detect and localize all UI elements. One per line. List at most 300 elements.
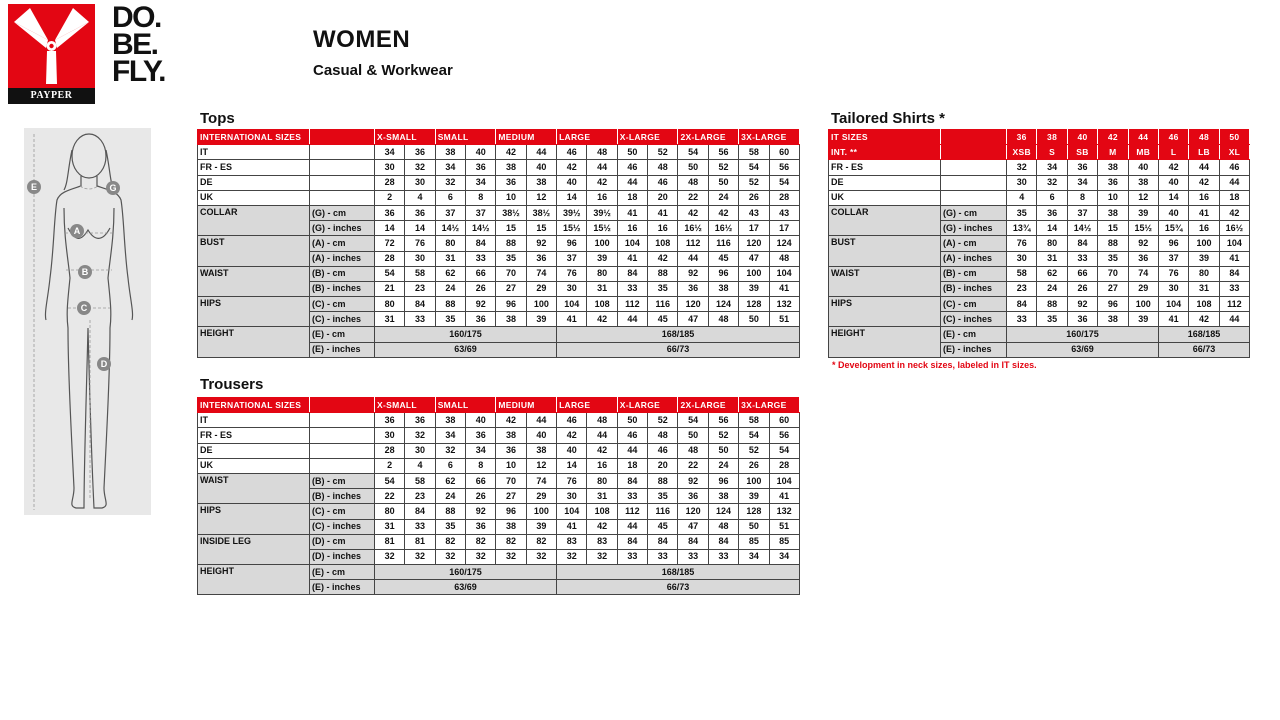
value-cell: 23 <box>405 281 435 296</box>
value-cell: 42 <box>1219 205 1249 220</box>
value-cell: 41 <box>557 519 587 534</box>
value-cell: 36 <box>496 443 526 458</box>
value-cell: 6 <box>435 190 465 205</box>
slogan-line: DO. <box>112 1 161 34</box>
value-cell: 33 <box>617 549 647 564</box>
unit-label: (E) - inches <box>941 342 1007 357</box>
value-cell: 80 <box>435 236 465 251</box>
value-cell: 18 <box>617 190 647 205</box>
value-cell: 39½ <box>557 205 587 220</box>
value-cell: 42 <box>1189 175 1219 190</box>
value-cell: 58 <box>1007 266 1037 281</box>
size-header: MEDIUM <box>496 130 557 145</box>
value-cell: 39½ <box>587 205 617 220</box>
value-cell: 56 <box>769 428 799 443</box>
value-cell: 37 <box>435 205 465 220</box>
value-cell: 39 <box>739 281 769 296</box>
value-cell: 39 <box>526 519 556 534</box>
value-cell: 38 <box>435 145 465 160</box>
value-cell: 24 <box>1037 281 1067 296</box>
value-cell: 34 <box>739 549 769 564</box>
unit-label: (G) - inches <box>310 221 375 236</box>
value-cell: 84 <box>708 534 738 549</box>
size-header: 42 <box>1098 130 1128 145</box>
value-cell: 48 <box>708 312 738 327</box>
unit-label: (B) - cm <box>941 266 1007 281</box>
value-cell: 33 <box>405 312 435 327</box>
value-cell: 44 <box>526 145 556 160</box>
empty-cell <box>310 458 375 473</box>
value-cell: 50 <box>739 519 769 534</box>
value-cell: 62 <box>435 266 465 281</box>
value-cell: 30 <box>375 428 405 443</box>
value-cell: 14 <box>1037 221 1067 236</box>
value-cell: 39 <box>1128 312 1158 327</box>
value-cell: 50 <box>708 443 738 458</box>
value-cell: 84 <box>648 534 678 549</box>
value-cell: 46 <box>648 175 678 190</box>
value-cell: 41 <box>769 489 799 504</box>
value-cell: 37 <box>466 205 496 220</box>
value-cell: 41 <box>617 251 647 266</box>
size-header: 40 <box>1067 130 1097 145</box>
size-header: 46 <box>1158 130 1188 145</box>
value-cell: 82 <box>466 534 496 549</box>
value-cell: 36 <box>466 519 496 534</box>
measure-label: INSIDE LEG <box>198 534 310 564</box>
header-label: IT SIZES <box>829 130 941 145</box>
size-header: 2X-LARGE <box>678 398 739 413</box>
unit-label: (B) - cm <box>310 473 375 488</box>
value-cell: 112 <box>617 297 647 312</box>
value-cell: 160/175 <box>375 565 557 580</box>
size-header: LB <box>1189 145 1219 160</box>
value-cell: 80 <box>587 266 617 281</box>
size-header: X-LARGE <box>617 398 678 413</box>
value-cell: 168/185 <box>1158 327 1249 342</box>
value-cell: 44 <box>526 413 556 428</box>
value-cell: 128 <box>739 297 769 312</box>
table-row <box>198 327 800 342</box>
table-row <box>198 236 800 251</box>
value-cell: 88 <box>648 266 678 281</box>
value-cell: 52 <box>648 413 678 428</box>
value-cell: 32 <box>375 549 405 564</box>
value-cell: 48 <box>769 251 799 266</box>
value-cell: 35 <box>1007 205 1037 220</box>
value-cell: 50 <box>678 160 708 175</box>
value-cell: 66 <box>466 473 496 488</box>
size-header: 38 <box>1037 130 1067 145</box>
value-cell: 40 <box>466 145 496 160</box>
value-cell: 66/73 <box>557 342 800 357</box>
value-cell: 88 <box>1037 297 1067 312</box>
value-cell: 84 <box>405 504 435 519</box>
value-cell: 63/69 <box>1007 342 1159 357</box>
value-cell: 31 <box>375 519 405 534</box>
value-cell: 10 <box>1098 190 1128 205</box>
value-cell: 46 <box>617 160 647 175</box>
value-cell: 104 <box>557 297 587 312</box>
value-cell: 2 <box>375 458 405 473</box>
unit-label: (C) - cm <box>941 297 1007 312</box>
value-cell: 23 <box>405 489 435 504</box>
shirts-size-table <box>828 129 1250 358</box>
value-cell: 6 <box>1037 190 1067 205</box>
value-cell: 26 <box>466 489 496 504</box>
value-cell: 33 <box>1007 312 1037 327</box>
value-cell: 30 <box>405 175 435 190</box>
value-cell: 100 <box>739 473 769 488</box>
table-row <box>198 413 800 428</box>
value-cell: 108 <box>648 236 678 251</box>
value-cell: 104 <box>769 473 799 488</box>
page-title: WOMEN <box>313 26 411 53</box>
size-header: XL <box>1219 145 1249 160</box>
unit-label: (A) - inches <box>941 251 1007 266</box>
unit-label: (E) - cm <box>310 327 375 342</box>
measure-label: WAIST <box>198 473 310 503</box>
value-cell: 30 <box>557 489 587 504</box>
value-cell: 56 <box>769 160 799 175</box>
value-cell: 32 <box>496 549 526 564</box>
value-cell: 42 <box>587 519 617 534</box>
value-cell: 18 <box>1219 190 1249 205</box>
value-cell: 54 <box>678 413 708 428</box>
measure-label: HEIGHT <box>198 327 310 357</box>
tops-title: Tops <box>200 110 235 127</box>
value-cell: 33 <box>648 549 678 564</box>
value-cell: 51 <box>769 519 799 534</box>
value-cell: 132 <box>769 504 799 519</box>
value-cell: 58 <box>405 473 435 488</box>
marker-e-label: E <box>30 182 38 192</box>
value-cell: 38½ <box>526 205 556 220</box>
value-cell: 36 <box>375 205 405 220</box>
empty-cell <box>941 175 1007 190</box>
value-cell: 38 <box>496 312 526 327</box>
row-label: UK <box>829 190 941 205</box>
table-row <box>198 458 800 473</box>
value-cell: 74 <box>1128 266 1158 281</box>
value-cell: 54 <box>739 428 769 443</box>
value-cell: 29 <box>1128 281 1158 296</box>
value-cell: 32 <box>557 549 587 564</box>
table-row <box>829 236 1250 251</box>
value-cell: 34 <box>375 145 405 160</box>
unit-label: (D) - cm <box>310 534 375 549</box>
value-cell: 52 <box>708 160 738 175</box>
value-cell: 33 <box>708 549 738 564</box>
value-cell: 36 <box>375 413 405 428</box>
value-cell: 32 <box>435 549 465 564</box>
value-cell: 38 <box>526 443 556 458</box>
value-cell: 120 <box>678 504 708 519</box>
trousers-size-table <box>197 397 800 595</box>
value-cell: 20 <box>648 458 678 473</box>
value-cell: 45 <box>648 519 678 534</box>
value-cell: 44 <box>617 519 647 534</box>
size-header: MB <box>1128 145 1158 160</box>
value-cell: 34 <box>466 443 496 458</box>
unit-label: (C) - inches <box>310 312 375 327</box>
value-cell: 15 <box>1098 221 1128 236</box>
value-cell: 14 <box>375 221 405 236</box>
header-cell <box>310 130 375 145</box>
value-cell: 66/73 <box>1158 342 1249 357</box>
value-cell: 26 <box>1067 281 1097 296</box>
value-cell: 4 <box>405 190 435 205</box>
table-row <box>198 160 800 175</box>
value-cell: 41 <box>648 205 678 220</box>
value-cell: 33 <box>1219 281 1249 296</box>
value-cell: 76 <box>405 236 435 251</box>
value-cell: 16 <box>648 221 678 236</box>
unit-label: (G) - cm <box>310 205 375 220</box>
value-cell: 54 <box>375 266 405 281</box>
value-cell: 74 <box>526 473 556 488</box>
value-cell: 12 <box>1128 190 1158 205</box>
value-cell: 100 <box>526 297 556 312</box>
table-row <box>198 534 800 549</box>
value-cell: 28 <box>375 251 405 266</box>
value-cell: 92 <box>466 504 496 519</box>
value-cell: 30 <box>1007 251 1037 266</box>
value-cell: 112 <box>1219 297 1249 312</box>
value-cell: 104 <box>617 236 647 251</box>
value-cell: 10 <box>496 458 526 473</box>
value-cell: 70 <box>496 473 526 488</box>
value-cell: 160/175 <box>1007 327 1159 342</box>
value-cell: 44 <box>617 312 647 327</box>
value-cell: 14 <box>557 190 587 205</box>
unit-label: (B) - inches <box>941 281 1007 296</box>
value-cell: 28 <box>375 175 405 190</box>
value-cell: 18 <box>617 458 647 473</box>
unit-label: (A) - inches <box>310 251 375 266</box>
value-cell: 40 <box>466 413 496 428</box>
size-header: XSB <box>1007 145 1037 160</box>
value-cell: 54 <box>769 443 799 458</box>
value-cell: 88 <box>496 236 526 251</box>
value-cell: 42 <box>678 205 708 220</box>
unit-label: (G) - inches <box>941 221 1007 236</box>
value-cell: 30 <box>557 281 587 296</box>
value-cell: 50 <box>739 312 769 327</box>
value-cell: 39 <box>587 251 617 266</box>
value-cell: 54 <box>769 175 799 190</box>
value-cell: 60 <box>769 413 799 428</box>
size-header: M <box>1098 145 1128 160</box>
size-header: 50 <box>1219 130 1249 145</box>
value-cell: 41 <box>557 312 587 327</box>
value-cell: 62 <box>435 473 465 488</box>
value-cell: 42 <box>496 145 526 160</box>
value-cell: 74 <box>526 266 556 281</box>
value-cell: 31 <box>587 489 617 504</box>
value-cell: 30 <box>375 160 405 175</box>
value-cell: 96 <box>496 297 526 312</box>
unit-label: (G) - cm <box>941 205 1007 220</box>
value-cell: 96 <box>708 266 738 281</box>
empty-cell <box>310 160 375 175</box>
value-cell: 40 <box>1158 175 1188 190</box>
value-cell: 32 <box>435 443 465 458</box>
value-cell: 35 <box>1037 312 1067 327</box>
value-cell: 48 <box>587 145 617 160</box>
value-cell: 38 <box>1128 175 1158 190</box>
value-cell: 66 <box>466 266 496 281</box>
value-cell: 96 <box>1158 236 1188 251</box>
value-cell: 72 <box>375 236 405 251</box>
value-cell: 36 <box>1037 205 1067 220</box>
value-cell: 47 <box>678 519 708 534</box>
value-cell: 16½ <box>708 221 738 236</box>
value-cell: 52 <box>648 145 678 160</box>
value-cell: 17 <box>739 221 769 236</box>
value-cell: 108 <box>587 504 617 519</box>
value-cell: 39 <box>526 312 556 327</box>
value-cell: 108 <box>1189 297 1219 312</box>
value-cell: 92 <box>526 236 556 251</box>
measure-label: HIPS <box>198 504 310 534</box>
size-header: SMALL <box>435 398 496 413</box>
value-cell: 36 <box>496 175 526 190</box>
value-cell: 41 <box>617 205 647 220</box>
row-label: IT <box>198 145 310 160</box>
value-cell: 44 <box>587 428 617 443</box>
value-cell: 31 <box>1037 251 1067 266</box>
value-cell: 35 <box>496 251 526 266</box>
table-row <box>198 205 800 220</box>
empty-cell <box>941 160 1007 175</box>
value-cell: 33 <box>405 519 435 534</box>
table-row <box>198 443 800 458</box>
value-cell: 4 <box>405 458 435 473</box>
value-cell: 104 <box>557 504 587 519</box>
measure-label: HIPS <box>198 297 310 327</box>
value-cell: 36 <box>466 428 496 443</box>
value-cell: 36 <box>466 312 496 327</box>
table-header-row <box>198 130 800 145</box>
value-cell: 44 <box>617 175 647 190</box>
empty-cell <box>310 428 375 443</box>
value-cell: 37 <box>557 251 587 266</box>
unit-label: (A) - cm <box>941 236 1007 251</box>
value-cell: 48 <box>648 428 678 443</box>
value-cell: 83 <box>587 534 617 549</box>
value-cell: 100 <box>587 236 617 251</box>
value-cell: 32 <box>405 549 435 564</box>
value-cell: 22 <box>678 190 708 205</box>
value-cell: 50 <box>678 428 708 443</box>
row-label: FR - ES <box>198 428 310 443</box>
value-cell: 32 <box>405 160 435 175</box>
row-label: UK <box>198 458 310 473</box>
table-row <box>198 297 800 312</box>
row-label: IT <box>198 413 310 428</box>
value-cell: 40 <box>526 428 556 443</box>
table-row <box>198 504 800 519</box>
value-cell: 88 <box>648 473 678 488</box>
size-header: 3X-LARGE <box>739 130 800 145</box>
marker-b-label: B <box>81 267 89 277</box>
header-cell <box>310 398 375 413</box>
value-cell: 36 <box>405 413 435 428</box>
value-cell: 38 <box>1098 160 1128 175</box>
value-cell: 80 <box>1037 236 1067 251</box>
size-header: MEDIUM <box>496 398 557 413</box>
value-cell: 36 <box>466 160 496 175</box>
value-cell: 96 <box>708 473 738 488</box>
value-cell: 34 <box>1067 175 1097 190</box>
value-cell: 22 <box>375 489 405 504</box>
value-cell: 33 <box>617 489 647 504</box>
value-cell: 20 <box>648 190 678 205</box>
value-cell: 84 <box>405 297 435 312</box>
value-cell: 31 <box>435 251 465 266</box>
value-cell: 32 <box>466 549 496 564</box>
value-cell: 84 <box>617 266 647 281</box>
value-cell: 92 <box>466 297 496 312</box>
row-label: FR - ES <box>198 160 310 175</box>
page-subtitle: Casual & Workwear <box>313 62 453 79</box>
value-cell: 28 <box>769 190 799 205</box>
value-cell: 81 <box>405 534 435 549</box>
size-header: SMALL <box>435 130 496 145</box>
trousers-title: Trousers <box>200 376 264 393</box>
value-cell: 88 <box>435 504 465 519</box>
value-cell: 22 <box>678 458 708 473</box>
value-cell: 81 <box>375 534 405 549</box>
value-cell: 124 <box>708 504 738 519</box>
value-cell: 16 <box>587 190 617 205</box>
table-row <box>829 205 1250 220</box>
value-cell: 160/175 <box>375 327 557 342</box>
value-cell: 51 <box>769 312 799 327</box>
row-label: FR - ES <box>829 160 941 175</box>
value-cell: 92 <box>678 266 708 281</box>
value-cell: 8 <box>466 458 496 473</box>
table-row <box>829 266 1250 281</box>
value-cell: 32 <box>1037 175 1067 190</box>
value-cell: 48 <box>648 160 678 175</box>
table-row <box>198 565 800 580</box>
value-cell: 28 <box>769 458 799 473</box>
value-cell: 80 <box>1189 266 1219 281</box>
value-cell: 38 <box>1098 312 1128 327</box>
value-cell: 35 <box>648 489 678 504</box>
logo-figure-icon <box>8 4 95 88</box>
value-cell: 16 <box>1189 190 1219 205</box>
value-cell: 37 <box>1158 251 1188 266</box>
value-cell: 42 <box>1158 160 1188 175</box>
value-cell: 35 <box>1098 251 1128 266</box>
value-cell: 38½ <box>496 205 526 220</box>
value-cell: 58 <box>739 413 769 428</box>
value-cell: 10 <box>496 190 526 205</box>
value-cell: 42 <box>1189 312 1219 327</box>
value-cell: 46 <box>617 428 647 443</box>
size-header: 3X-LARGE <box>739 398 800 413</box>
value-cell: 80 <box>375 297 405 312</box>
value-cell: 116 <box>648 504 678 519</box>
table-header-row <box>198 398 800 413</box>
value-cell: 60 <box>769 145 799 160</box>
value-cell: 30 <box>405 251 435 266</box>
marker-d-label: D <box>100 359 108 369</box>
value-cell: 92 <box>678 473 708 488</box>
